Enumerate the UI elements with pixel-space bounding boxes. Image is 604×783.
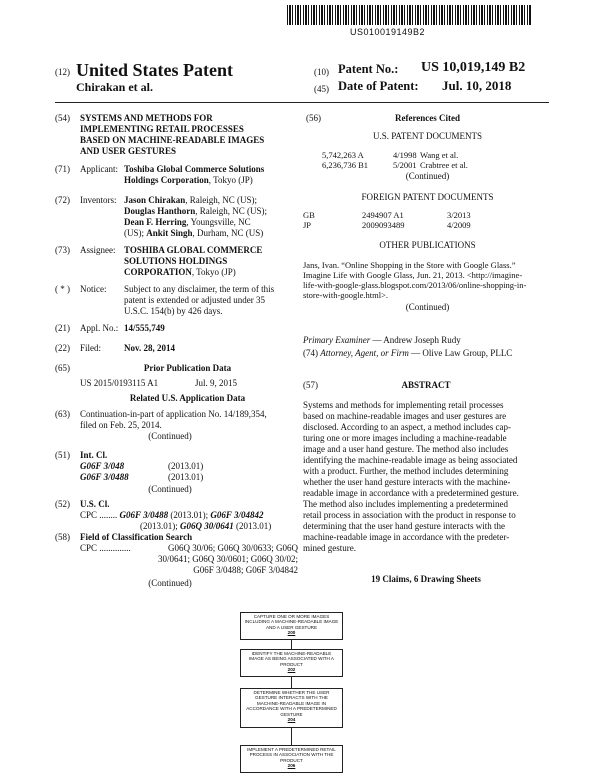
foreign-cc: GB <box>303 210 315 220</box>
assignee-label: Assignee: <box>80 245 116 255</box>
filed-date: Nov. 28, 2014 <box>124 343 176 353</box>
code-12: (12) <box>55 67 70 77</box>
barcode <box>287 5 531 25</box>
date-label: Date of Patent: <box>338 79 419 93</box>
code-52: (52) <box>55 499 70 509</box>
int-cl-code: G06F 3/048 <box>80 461 125 471</box>
related-heading: Related U.S. Application Data <box>129 393 246 403</box>
ref-name: Wang et al. <box>420 150 459 160</box>
foreign-date: 3/2013 <box>447 210 471 220</box>
attorney: (74) Attorney, Agent, or Firm — Olive Law Group, PLLC <box>303 348 513 358</box>
ref-number: 5,742,263 A <box>322 150 364 160</box>
foreign-date: 4/2009 <box>447 220 471 230</box>
refs-heading: References Cited <box>394 113 461 123</box>
continued-3: (Continued) <box>148 578 192 588</box>
int-cl-year: (2013.01) <box>168 472 204 482</box>
int-cl-year: (2013.01) <box>168 461 204 471</box>
code-72: (72) <box>55 195 70 205</box>
us-cl-label: U.S. Cl. <box>80 499 110 509</box>
prior-pub-heading: Prior Publication Data <box>143 363 232 373</box>
code-21: (21) <box>55 323 70 333</box>
continuation: Continuation-in-part of application No. 14/189,354, filed on Feb. 25, 2014. <box>80 409 267 430</box>
continued-other: (Continued) <box>405 302 450 312</box>
other-pubs-heading: OTHER PUBLICATIONS <box>379 240 476 250</box>
ref-number: 6,236,736 B1 <box>322 160 369 170</box>
foreign-docs-heading: FOREIGN PATENT DOCUMENTS <box>361 192 494 202</box>
continued-1: (Continued) <box>148 431 192 441</box>
field-cpc-label: CPC .............. <box>80 543 131 553</box>
flow-arrow <box>291 640 292 649</box>
header-rule <box>55 102 549 103</box>
code-54: (54) <box>55 113 70 123</box>
invention-title: SYSTEMS AND METHODS FOR IMPLEMENTING RETAIL PROCESSES BASED ON MACHINE-READABLE IMAGES AND USER GESTURES <box>80 113 265 156</box>
cpc-classes: CPC ........ G06F 3/0488 (2013.01); G06F 3/04842 (2013.01); G06Q 30/0641 (2013.01) <box>80 510 272 531</box>
primary-examiner: Primary Examiner — Andrew Joseph Rudy <box>303 335 461 345</box>
abstract-text: Systems and methods for implementing retail processes based on machine-readable images and user gestures are disclosed. According to an aspect, a method includes cap- turing one or more images including a machine-readable image and a user hand gesture. The method also includes identifying the machine-readable image as being associated with a product. Further, the method includes determining whether the user hand gesture interacts with the machine- readable image in accordance with a predetermined gesture. The method also includes implementing a predetermined retail process in association with the product in response to determining that the user hand gesture interacts with the machine-readable image in accordance with the predeter- mined gesture. <box>303 400 519 553</box>
applicant-label: Applicant: <box>80 164 118 174</box>
code-71: (71) <box>55 164 70 174</box>
patent-no-label: Patent No.: <box>338 62 399 76</box>
appl-no: 14/555,749 <box>124 323 165 333</box>
claims-count: 19 Claims, 6 Drawing Sheets <box>371 574 481 584</box>
us-docs-heading: U.S. PATENT DOCUMENTS <box>372 131 483 141</box>
continued-2: (Continued) <box>148 484 192 494</box>
inventors-label: Inventors: <box>80 195 117 205</box>
applicant: Toshiba Global Commerce Solutions Holdings Corporation, Tokyo (JP) <box>124 164 265 185</box>
code-10: (10) <box>314 67 329 77</box>
foreign-number: 2009093489 <box>362 220 405 230</box>
code-45: (45) <box>314 84 329 94</box>
notice-label: Notice: <box>80 284 107 294</box>
flow-arrow <box>291 677 292 688</box>
continued-refs: (Continued) <box>405 171 450 181</box>
inventors: Jason Chirakan, Raleigh, NC (US); Douglas Hanthorn, Raleigh, NC (US); Dean F. Herring, Youngsville, NC (US); Ankit Singh, Durham, NC (US) <box>124 195 268 238</box>
flow-step-implement: IMPLEMENT A PREDETERMINED RETAIL PROCESS IN ASSOCIATION WITH THE PRODUCT 206 <box>240 745 343 773</box>
code-73: (73) <box>55 245 70 255</box>
foreign-number: 2494907 A1 <box>362 210 404 220</box>
prior-pub-number: US 2015/0193115 A1 <box>80 378 159 388</box>
code-51: (51) <box>55 450 70 460</box>
code-58: (58) <box>55 532 70 542</box>
code-57: (57) <box>303 380 318 390</box>
int-cl-code: G06F 3/0488 <box>80 472 129 482</box>
field-search-label: Field of Classification Search <box>80 532 193 542</box>
document-title: United States Patent <box>76 60 233 80</box>
appl-no-label: Appl. No.: <box>80 323 119 333</box>
field-search-classes: G06Q 30/06; G06Q 30/0633; G06Q 30/0641; G06Q 30/0601; G06Q 30/02; G06F 3/0488; G06F 3/04842 <box>157 543 298 575</box>
ref-date: 5/2001 <box>393 160 417 170</box>
ref-date: 4/1998 <box>393 150 417 160</box>
code-22: (22) <box>55 343 70 353</box>
filed-label: Filed: <box>80 343 102 353</box>
patent-date: Jul. 10, 2018 <box>442 78 512 93</box>
other-publication: Jans, Ivan. “Online Shopping in the Store with Google Glass.” Imagine Life with Google Glass, Jun. 21, 2013. <http://imagine- life-with-google-glass.blogspot.com/2013/06/online-shopping-in- store-with-google.html>. <box>303 260 527 300</box>
int-cl-label: Int. Cl. <box>80 450 108 460</box>
code-56: (56) <box>306 113 321 123</box>
code-notice: ( * ) <box>55 284 70 294</box>
flow-step-capture: CAPTURE ONE OR MORE IMAGES INCLUDING A MACHINE-READABLE IMAGE AND A USER GESTURE 200 <box>240 612 343 640</box>
first-inventor: Chirakan et al. <box>76 80 154 94</box>
notice: Subject to any disclaimer, the term of this patent is extended or adjusted under 35 U.S.C. 154(b) by 426 days. <box>124 284 275 316</box>
code-65: (65) <box>55 363 70 373</box>
flow-arrow <box>291 728 292 745</box>
abstract-heading: ABSTRACT <box>401 380 451 390</box>
code-63: (63) <box>55 409 70 419</box>
foreign-cc: JP <box>303 220 312 230</box>
publication-number: US010019149B2 <box>350 27 426 37</box>
ref-name: Crabtree et al. <box>420 160 468 170</box>
prior-pub-date: Jul. 9, 2015 <box>195 378 238 388</box>
assignee: TOSHIBA GLOBAL COMMERCE SOLUTIONS HOLDINGS CORPORATION, Tokyo (JP) <box>124 245 263 277</box>
flow-step-determine: DETERMINE WHETHER THE USER GESTURE INTERACTS WITH THE MACHINE-READABLE IMAGE IN ACCORDANCE WITH A PREDETERMINED GESTURE 204 <box>240 688 343 728</box>
patent-number: US 10,019,149 B2 <box>421 60 526 75</box>
flow-step-identify: IDENTIFY THE MACHINE-READABLE IMAGE AS BEING ASSOCIATED WITH A PRODUCT 202 <box>240 649 343 677</box>
